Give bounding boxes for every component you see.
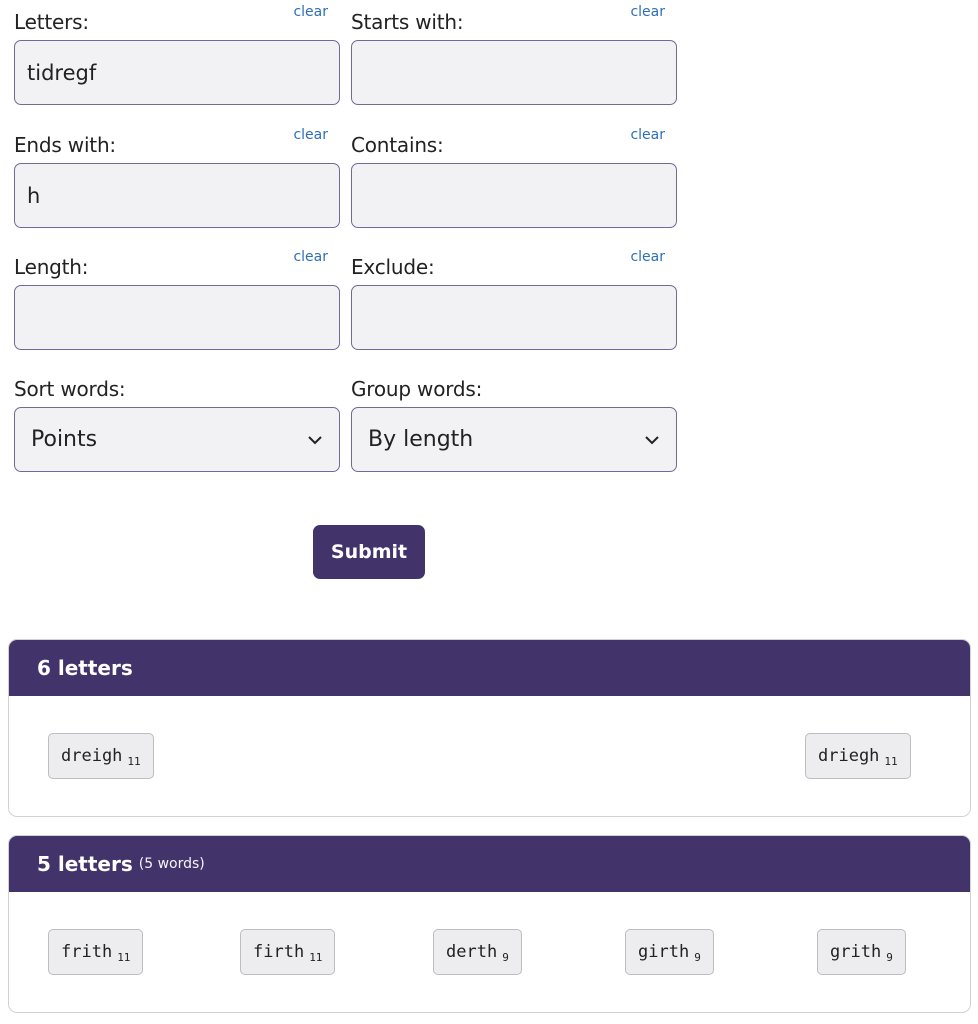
- starts-with-label: Starts with:: [351, 10, 464, 34]
- length-input[interactable]: [14, 285, 340, 350]
- word-chip[interactable]: [240, 929, 335, 975]
- word-chip[interactable]: [48, 733, 154, 779]
- group-label: Group words:: [351, 377, 483, 401]
- group-subtitle: (5 words): [138, 856, 205, 872]
- sort-selected-value: Points: [31, 427, 98, 452]
- chevron-down-icon: [644, 432, 660, 448]
- starts-with-clear-link[interactable]: clear: [630, 4, 665, 20]
- word-points: 11: [117, 950, 131, 964]
- sort-select[interactable]: [14, 407, 340, 472]
- letters-input[interactable]: [14, 40, 340, 105]
- word-points: 11: [884, 754, 898, 768]
- sort-label: Sort words:: [14, 377, 126, 401]
- group-header: [9, 640, 970, 696]
- ends-with-input[interactable]: [14, 163, 340, 228]
- word-chip[interactable]: [433, 929, 522, 975]
- exclude-clear-link[interactable]: clear: [630, 249, 665, 265]
- word-chip[interactable]: [625, 929, 714, 975]
- starts-with-input[interactable]: [351, 40, 677, 105]
- letters-label: Letters:: [14, 10, 89, 34]
- group-title: 6 letters: [37, 656, 133, 680]
- ends-with-clear-link[interactable]: clear: [293, 127, 328, 143]
- group-body: [9, 696, 970, 816]
- word-chip[interactable]: [817, 929, 906, 975]
- result-group-6-letters: [8, 639, 971, 817]
- word-chip[interactable]: [48, 929, 143, 975]
- word-text: frith: [61, 942, 113, 962]
- exclude-label: Exclude:: [351, 255, 435, 279]
- group-select[interactable]: [351, 407, 677, 472]
- word-points: 9: [502, 950, 509, 964]
- word-text: driegh: [818, 746, 880, 766]
- group-body: [9, 892, 970, 1012]
- word-points: 9: [886, 950, 893, 964]
- word-text: derth: [446, 942, 498, 962]
- length-clear-link[interactable]: clear: [293, 249, 328, 265]
- word-text: grith: [830, 942, 882, 962]
- chevron-down-icon: [307, 432, 323, 448]
- word-chip[interactable]: [805, 733, 911, 779]
- word-text: girth: [638, 942, 690, 962]
- word-text: dreigh: [61, 746, 123, 766]
- group-header: [9, 836, 970, 892]
- word-points: 9: [694, 950, 701, 964]
- word-points: 11: [127, 754, 141, 768]
- length-label: Length:: [14, 255, 89, 279]
- contains-input[interactable]: [351, 163, 677, 228]
- contains-clear-link[interactable]: clear: [630, 127, 665, 143]
- group-title: 5 letters: [37, 852, 133, 876]
- letters-clear-link[interactable]: clear: [293, 4, 328, 20]
- exclude-input[interactable]: [351, 285, 677, 350]
- contains-label: Contains:: [351, 133, 444, 157]
- group-selected-value: By length: [368, 427, 474, 452]
- submit-button[interactable]: Submit: [313, 525, 425, 579]
- word-points: 11: [309, 950, 323, 964]
- ends-with-label: Ends with:: [14, 133, 116, 157]
- result-group-5-letters: [8, 835, 971, 1013]
- word-text: firth: [253, 942, 305, 962]
